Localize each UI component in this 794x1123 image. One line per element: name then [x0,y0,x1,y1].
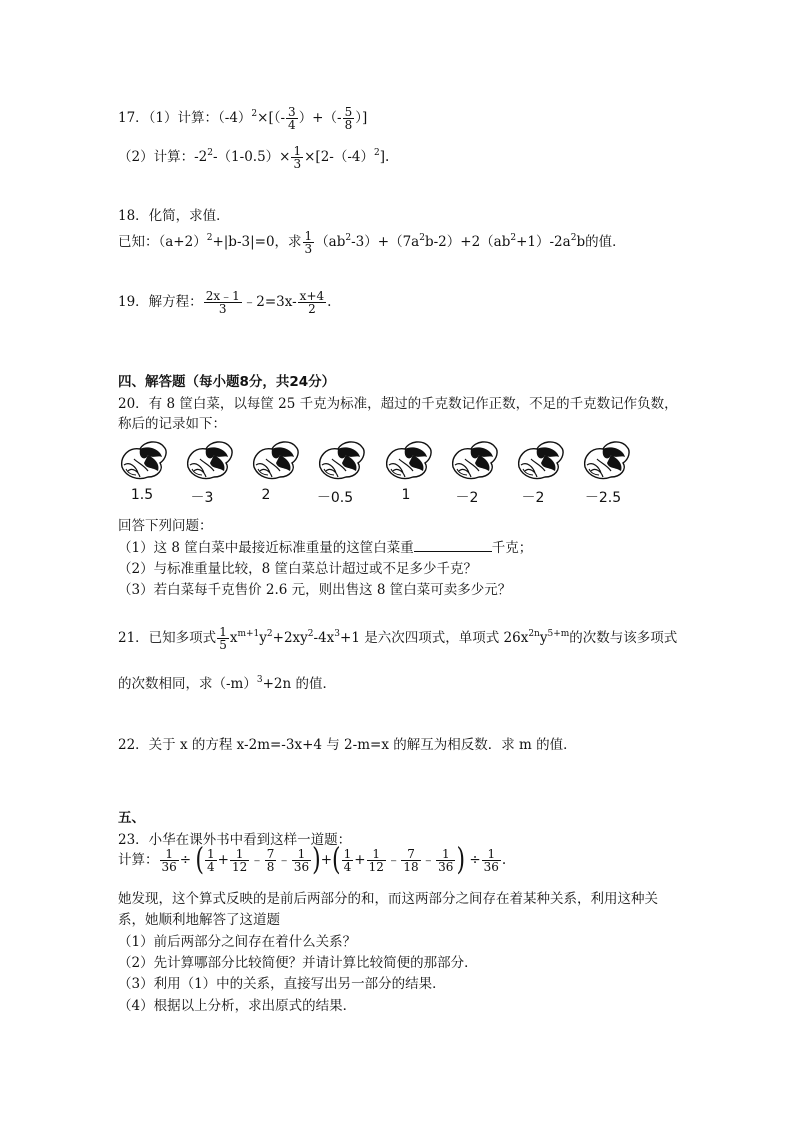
q21-line2: 的次数相同，求$(-m)^3+2n$ 的值． [118,675,336,692]
weight-value: －3 [190,490,214,506]
weight-value: －0.5 [316,490,354,506]
weight-value: 1.5 [130,487,154,503]
fraction: $\frac{1}{4}$ [206,847,215,874]
q17-part2: （2）计算：$-2^2-(1-0.5)\times$ $\frac{1}{3}$ $\times[2-(-4)^2]$. [118,144,390,171]
q23-expression: 计算： $\frac{1}{36}$ ÷ ( $\frac{1}{4}$ + $\frac{1}{12}$ ﹣ $\frac{7}{8}$ ﹣ $\frac{1}{36}$ )+( $\frac{1}{4}$ + $\frac{1}{12}$ ﹣ $\frac{7}{18}$ ﹣ $\frac{1}{36}$ ) ÷ $\frac{1}{36}$ . [118,842,507,878]
q23-sub3: （3）利用（1）中的关系，直接写出另一部分的结果． [118,976,446,992]
cabbage-row [0,0,794,520]
q22: 22．关于 x 的方程 x-2m=-3x+4 与 2-m=x 的解互为相反数．求 m 的值． [118,737,577,753]
q21-line1: 21．已知多项式 $\frac{1}{5}$ $x^{m+1}y^2+2xy^2-4x^3+1$ 是六次四项式，单项式 $26x^{2n}y^{5+m}$的次数与该多项式 [118,625,678,652]
fraction: $\frac{1}{12}$ [231,847,248,874]
q23-line4: 系，她顺利地解答了这道题 [118,912,280,928]
fraction: $\frac{1}{36}$ [293,847,310,874]
cabbage-icon [453,442,497,479]
q20-sub2: （2）与标准重量比较，8 筐白菜总计超过或不足多少千克？ [118,561,477,577]
fraction: $\frac{1}{36}$ [438,847,454,874]
fraction: $\frac{1}{36}$ [483,847,499,874]
weight-value: －2.5 [584,490,622,506]
cabbage-icon [320,442,364,479]
q20-ask: 回答下列问题： [118,518,213,534]
q18-body: 已知：$(a+2)^2+|b-3|=0$，求 $\frac{1}{3}$ $(ab^2-3)+(7a^2b-2)+2(ab^2+1)-2a^2b$的值． [118,229,626,256]
weight-value: 2 [261,487,271,503]
fraction: $\frac{1}{3}$ [293,144,302,171]
q23-sub1: （1）前后两部分之间存在着什么关系？ [118,934,357,950]
answer-blank[interactable] [414,539,492,552]
fraction: $\frac{1}{5}$ [219,625,227,652]
cabbage-icon [188,442,232,479]
weight-value: －2 [521,490,545,506]
q20-line1: 20．有 8 筐白菜，以每筐 25 千克为标准，超过的千克数记作正数，不足的千克数记作负数， [118,396,678,412]
cabbage-icon [519,442,563,479]
cabbage-icon [585,442,629,479]
cabbage-icon [387,442,431,479]
fraction: $\frac{2x﹣1}{3}$ [205,289,240,316]
fraction: $\frac{x+4}{2}$ [299,289,325,316]
fraction: $\frac{5}{8}$ [344,105,353,132]
fraction: $\frac{3}{4}$ [288,105,296,132]
cabbage-icon [254,442,298,479]
fraction: $\frac{7}{18}$ [403,847,419,874]
q23-sub4: （4）根据以上分析，求出原式的结果． [118,998,357,1014]
q18-title: 18．化简，求值． [118,208,230,224]
section-heading: 四、解答题（每小题8分，共24分） [118,374,336,390]
fraction: $\frac{1}{4}$ [343,847,352,874]
q23-sub2: （2）先计算哪部分比较简便？并请计算比较简便的那部分． [118,955,478,971]
cabbage-icon [122,442,166,479]
fraction: $\frac{1}{12}$ [368,847,384,874]
q23-line1: 23．小华在课外书中看到这样一道题： [118,832,352,848]
q23-line3: 她发现，这个算式反映的是前后两部分的和，而这两部分之间存在着某种关系，利用这种关 [118,891,658,907]
q20-sub1: （1）这 8 筐白菜中最接近标准重量的这筐白菜重 千克； [118,540,533,556]
weight-value: －2 [455,490,479,506]
section-heading: 五、 [118,810,145,826]
q20-line2: 称后的记录如下： [118,416,226,432]
weight-value: 1 [401,487,411,503]
fraction: $\frac{1}{3}$ [304,229,313,256]
q19: 19．解方程： $\frac{2x﹣1}{3}$ ﹣2=3x- $\frac{x+4}{2}$ . [118,289,332,316]
q17-part1: 17．（1）计算：$(-4)^2\times[(-$ $\frac{3}{4}$ ）+（- $\frac{5}{8}$ ）] [118,105,368,132]
q20-sub3: （3）若白菜每千克售价 2.6 元，则出售这 8 筐白菜可卖多少元？ [118,582,512,598]
fraction: $\frac{1}{36}$ [161,847,177,874]
fraction: $\frac{7}{8}$ [266,847,275,874]
